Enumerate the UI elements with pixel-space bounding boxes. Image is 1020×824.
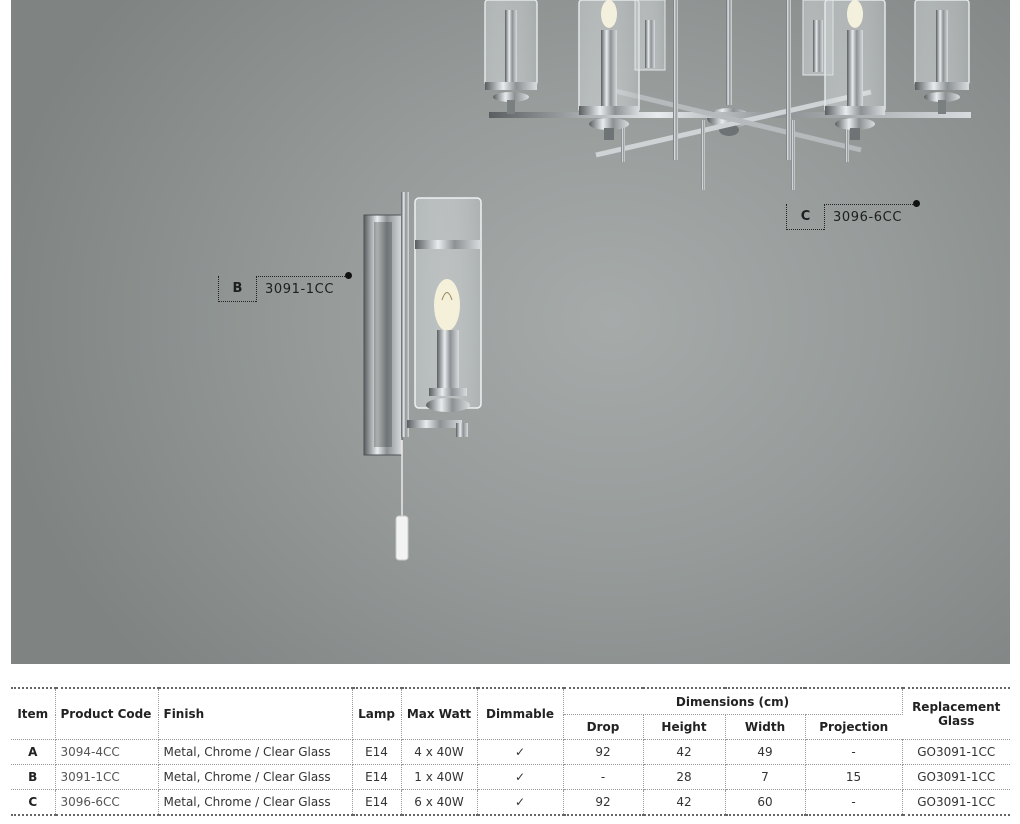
cell-product-code: 3096-6CC — [55, 790, 158, 816]
cell-lamp: E14 — [352, 790, 401, 816]
header-dimensions: Dimensions (cm) — [563, 688, 902, 715]
cell-item: B — [11, 765, 55, 790]
cell-max-watt: 6 x 40W — [401, 790, 477, 816]
specification-table — [11, 687, 1010, 816]
cell-drop: 92 — [563, 740, 643, 765]
cell-product-code: 3094-4CC — [55, 740, 158, 765]
cell-drop: - — [563, 765, 643, 790]
header-replacement-glass: Replacement Glass — [902, 688, 1010, 740]
header-height: Height — [643, 715, 725, 740]
callout-c — [786, 204, 919, 230]
callout-c-code: 3096-6CC — [824, 204, 919, 230]
chandelier-illustration — [485, 0, 971, 190]
cell-projection: 15 — [805, 765, 902, 790]
callout-c-dot — [913, 200, 920, 207]
header-width: Width — [725, 715, 805, 740]
cell-finish: Metal, Chrome / Clear Glass — [158, 790, 352, 816]
table-row — [11, 790, 1010, 816]
callout-b-code: 3091-1CC — [256, 276, 349, 302]
callout-c-letter: C — [786, 204, 824, 230]
header-drop: Drop — [563, 715, 643, 740]
cell-lamp: E14 — [352, 740, 401, 765]
light-fittings-illustration — [11, 0, 1010, 664]
cell-product-code: 3091-1CC — [55, 765, 158, 790]
cell-finish: Metal, Chrome / Clear Glass — [158, 740, 352, 765]
cell-item: A — [11, 740, 55, 765]
cell-drop: 92 — [563, 790, 643, 816]
cell-item: C — [11, 790, 55, 816]
cell-width: 7 — [725, 765, 805, 790]
cell-dimmable: ✓ — [477, 790, 563, 816]
cell-projection: - — [805, 790, 902, 816]
header-product-code: Product Code — [55, 688, 158, 740]
cell-projection: - — [805, 740, 902, 765]
wall-light-illustration — [364, 192, 481, 560]
cell-width: 60 — [725, 790, 805, 816]
cell-height: 42 — [643, 740, 725, 765]
table-row — [11, 740, 1010, 765]
header-item: Item — [11, 688, 55, 740]
cell-replacement-glass: GO3091-1CC — [902, 765, 1010, 790]
product-photo — [11, 0, 1010, 664]
header-max-watt: Max Watt — [401, 688, 477, 740]
callout-b-dot — [345, 272, 352, 279]
callout-b — [218, 276, 349, 302]
cell-replacement-glass: GO3091-1CC — [902, 740, 1010, 765]
cell-finish: Metal, Chrome / Clear Glass — [158, 765, 352, 790]
cell-dimmable: ✓ — [477, 765, 563, 790]
header-projection: Projection — [805, 715, 902, 740]
cell-max-watt: 4 x 40W — [401, 740, 477, 765]
header-finish: Finish — [158, 688, 352, 740]
cell-lamp: E14 — [352, 765, 401, 790]
callout-b-letter: B — [218, 276, 256, 302]
cell-dimmable: ✓ — [477, 740, 563, 765]
header-dimmable: Dimmable — [477, 688, 563, 740]
cell-height: 42 — [643, 790, 725, 816]
cell-replacement-glass: GO3091-1CC — [902, 790, 1010, 816]
table-row — [11, 765, 1010, 790]
cell-max-watt: 1 x 40W — [401, 765, 477, 790]
cell-width: 49 — [725, 740, 805, 765]
cell-height: 28 — [643, 765, 725, 790]
header-lamp: Lamp — [352, 688, 401, 740]
